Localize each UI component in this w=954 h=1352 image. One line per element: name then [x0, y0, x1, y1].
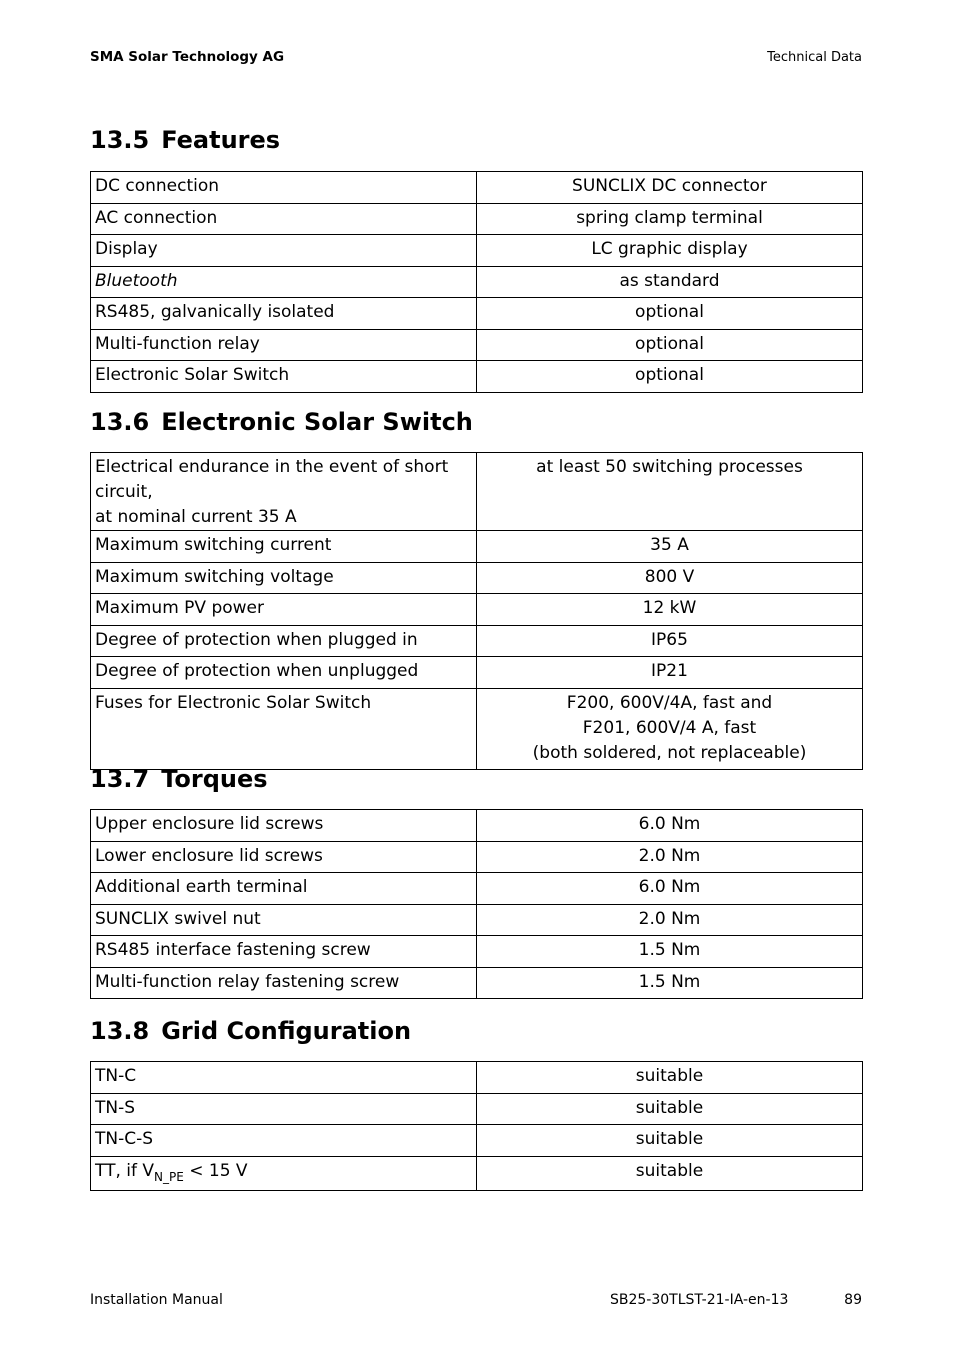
table-row	[91, 531, 863, 563]
table-row	[91, 873, 863, 905]
section-title-text: Electronic Solar Switch	[161, 408, 473, 436]
row-value: optional	[477, 361, 863, 393]
table-row	[91, 904, 863, 936]
row-label	[91, 453, 477, 531]
row-value: suitable	[477, 1093, 863, 1125]
table-row	[91, 625, 863, 657]
table-row	[91, 203, 863, 235]
row-value: IP21	[477, 657, 863, 689]
row-label: Fuses for Electronic Solar Switch	[91, 688, 477, 769]
section-title-text: Features	[161, 126, 281, 154]
row-label: Bluetooth	[91, 266, 477, 298]
table-row	[91, 361, 863, 393]
section-number: 13.5	[90, 126, 150, 154]
row-value: spring clamp terminal	[477, 203, 863, 235]
table-row	[91, 453, 863, 531]
row-value: 2.0 Nm	[477, 841, 863, 873]
row-value: 12 kW	[477, 594, 863, 626]
row-value: 2.0 Nm	[477, 904, 863, 936]
table-row	[91, 936, 863, 968]
row-value: suitable	[477, 1156, 863, 1190]
row-label: Multi-function relay fastening screw	[91, 967, 477, 999]
row-value: 800 V	[477, 562, 863, 594]
table-row	[91, 1125, 863, 1157]
section-title-text: Torques	[161, 765, 268, 793]
row-label-pre: TT, if V	[95, 1160, 155, 1181]
table-row	[91, 841, 863, 873]
row-label-post: < 15 V	[183, 1160, 248, 1181]
section-number: 13.6	[90, 408, 150, 436]
footer-doc-id: SB25-30TLST-21-IA-en-13	[610, 1292, 789, 1308]
table-row	[91, 298, 863, 330]
row-label: Electronic Solar Switch	[91, 361, 477, 393]
section-title-features	[90, 126, 280, 154]
row-label: TN-C	[91, 1062, 477, 1094]
row-label: Display	[91, 235, 477, 267]
row-label: TN-S	[91, 1093, 477, 1125]
footer-doc-type: Installation Manual	[90, 1292, 223, 1308]
row-value: suitable	[477, 1125, 863, 1157]
row-value-line: F200, 600V/4A, fast and	[566, 692, 773, 713]
features-table	[90, 171, 863, 393]
row-label: Degree of protection when plugged in	[91, 625, 477, 657]
row-value: 1.5 Nm	[477, 967, 863, 999]
row-label: DC connection	[91, 172, 477, 204]
row-value: 6.0 Nm	[477, 810, 863, 842]
table-row	[91, 562, 863, 594]
row-label: Lower enclosure lid screws	[91, 841, 477, 873]
row-label: RS485 interface fastening screw	[91, 936, 477, 968]
row-value-line: F201, 600V/4 A, fast	[582, 717, 757, 738]
row-value: 6.0 Nm	[477, 873, 863, 905]
header-company: SMA Solar Technology AG	[90, 49, 285, 65]
row-value: 35 A	[477, 531, 863, 563]
row-label: RS485, galvanically isolated	[91, 298, 477, 330]
row-label-line: Electrical endurance in the event of short circuit,	[95, 457, 449, 502]
header-section: Technical Data	[767, 50, 862, 65]
section-number: 13.7	[90, 765, 150, 793]
row-value: LC graphic display	[477, 235, 863, 267]
row-value: 1.5 Nm	[477, 936, 863, 968]
row-label: Additional earth terminal	[91, 873, 477, 905]
row-label-line: at nominal current 35 A	[95, 507, 297, 527]
row-value: optional	[477, 329, 863, 361]
ess-table	[90, 452, 863, 770]
section-title-grid	[90, 1017, 411, 1045]
table-row	[91, 172, 863, 204]
torques-table	[90, 809, 863, 999]
row-value: SUNCLIX DC connector	[477, 172, 863, 204]
table-row	[91, 967, 863, 999]
row-value: at least 50 switching processes	[477, 453, 863, 531]
section-title-ess	[90, 408, 473, 436]
footer-page-number: 89	[844, 1292, 862, 1308]
table-row	[91, 1093, 863, 1125]
table-row	[91, 594, 863, 626]
row-label: Upper enclosure lid screws	[91, 810, 477, 842]
row-value-line: (both soldered, not replaceable)	[532, 742, 807, 763]
table-row	[91, 266, 863, 298]
row-label: Multi-function relay	[91, 329, 477, 361]
table-row	[91, 810, 863, 842]
section-title-text: Grid Configuration	[161, 1017, 412, 1045]
section-title-torques	[90, 765, 268, 793]
row-label: Maximum switching voltage	[91, 562, 477, 594]
row-value: suitable	[477, 1062, 863, 1094]
row-value	[477, 688, 863, 769]
row-label: Maximum PV power	[91, 594, 477, 626]
row-label: Degree of protection when unplugged	[91, 657, 477, 689]
table-row	[91, 235, 863, 267]
row-label: SUNCLIX swivel nut	[91, 904, 477, 936]
table-row	[91, 329, 863, 361]
table-row	[91, 1062, 863, 1094]
row-value: as standard	[477, 266, 863, 298]
row-label: TN-C-S	[91, 1125, 477, 1157]
table-row	[91, 657, 863, 689]
row-label: Maximum switching current	[91, 531, 477, 563]
section-number: 13.8	[90, 1017, 150, 1045]
table-row	[91, 688, 863, 769]
row-label-subscript: N_PE	[154, 1169, 184, 1184]
row-label	[91, 1156, 477, 1190]
table-row	[91, 1156, 863, 1190]
row-value: IP65	[477, 625, 863, 657]
grid-table	[90, 1061, 863, 1191]
row-value: optional	[477, 298, 863, 330]
row-label: AC connection	[91, 203, 477, 235]
